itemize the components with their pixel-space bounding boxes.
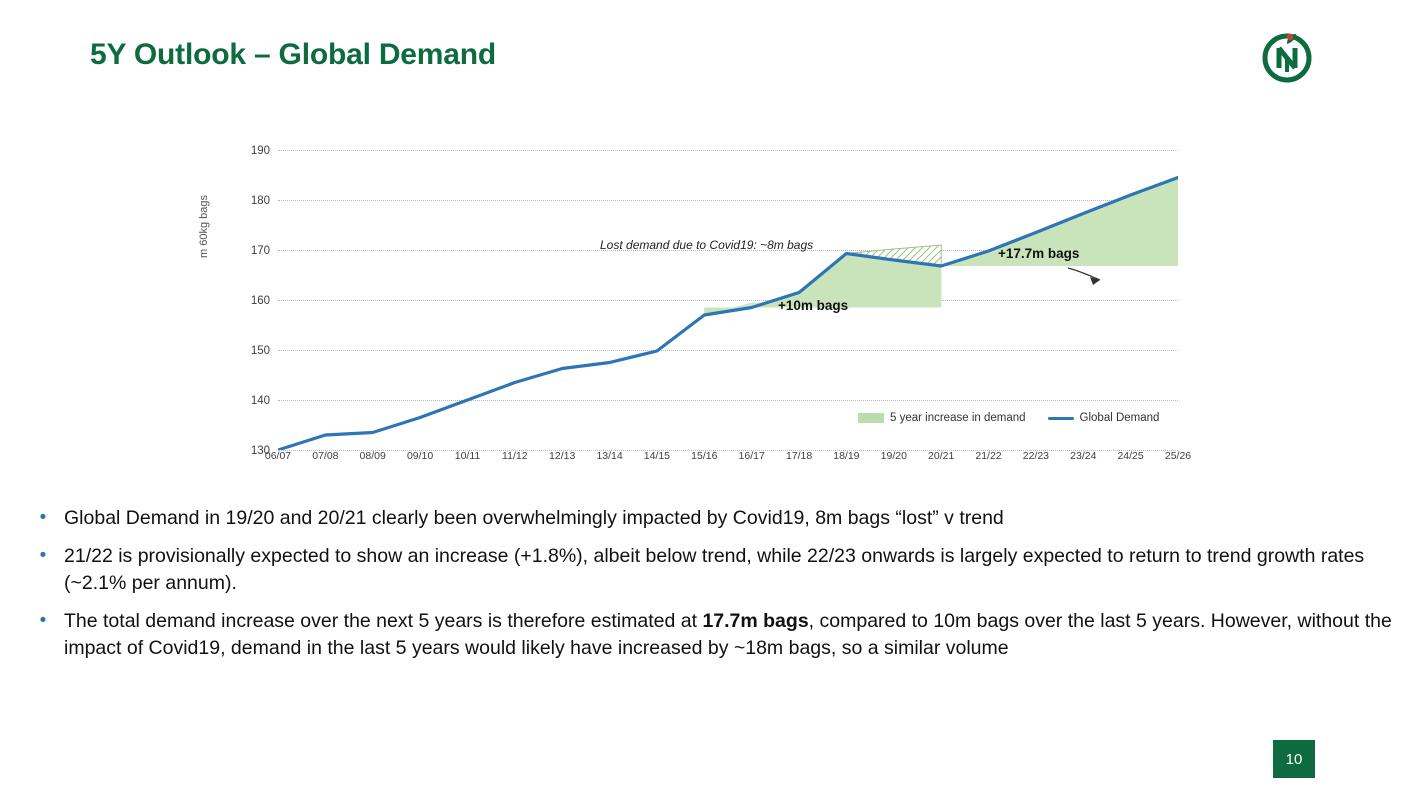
- bullet-dot-icon: •: [39, 545, 47, 566]
- demand-chart: [200, 140, 1190, 480]
- x-tick-label: 08/09: [359, 450, 386, 462]
- y-tick-label: 180: [250, 195, 270, 207]
- band-label-past: +10m bags: [778, 298, 849, 313]
- page-title: 5Y Outlook – Global Demand: [90, 38, 496, 71]
- x-tick-label: 12/13: [549, 450, 576, 462]
- x-tick-label: 15/16: [691, 450, 718, 462]
- bullet-dot-icon: •: [39, 610, 47, 631]
- legend-item-line: [1048, 412, 1160, 424]
- y-tick-label: 190: [250, 145, 270, 157]
- band-label-future: +17.7m bags: [998, 246, 1080, 261]
- callout-arrow: [1068, 268, 1100, 280]
- x-tick-label: 10/11: [454, 450, 481, 462]
- x-tick-label: 16/17: [738, 450, 765, 462]
- legend-swatch-line-icon: [1048, 417, 1074, 420]
- bullet-list: [22, 505, 1392, 673]
- y-tick-label: 160: [250, 295, 270, 307]
- list-item: [22, 608, 1392, 662]
- y-tick-label: 140: [250, 395, 270, 407]
- global-demand-line: [278, 178, 1178, 451]
- y-axis-title: m 60kg bags: [198, 195, 210, 258]
- legend-label-area: 5 year increase in demand: [890, 412, 1026, 424]
- x-tick-label: 17/18: [785, 450, 813, 462]
- x-axis: [264, 450, 1192, 470]
- nkg-leaf-logo: [1259, 28, 1315, 84]
- chart-legend: [858, 412, 1173, 424]
- page-number-badge: 10: [1273, 740, 1315, 778]
- bullet-text: Global Demand in 19/20 and 20/21 clearly been overwhelmingly impacted by Covid19, 8m bags “lost” v trend: [64, 507, 1004, 529]
- x-tick-label: 21/22: [975, 450, 1002, 462]
- x-tick-label: 22/23: [1022, 450, 1050, 462]
- x-tick-label: 24/25: [1117, 450, 1144, 462]
- bullet-text: 21/22 is provisionally expected to show an increase (+1.8%), albeit below trend, while 22/23 onwards is largely expected to return to trend growth rates (~2.1% per annum).: [64, 545, 1365, 594]
- x-tick-label: 09/10: [406, 450, 434, 462]
- x-tick-label: 13/14: [596, 450, 623, 462]
- x-tick-label: 23/24: [1070, 450, 1097, 462]
- bullet-dot-icon: •: [39, 507, 47, 528]
- x-tick-label: 20/21: [928, 450, 955, 462]
- list-item: [22, 505, 1392, 532]
- legend-swatch-area-icon: [858, 413, 884, 423]
- x-tick-label: 06/07: [264, 450, 292, 462]
- legend-item-area: [858, 412, 1026, 424]
- annotation-lost-demand: Lost demand due to Covid19: ~8m bags: [600, 238, 814, 252]
- list-item: [22, 543, 1392, 597]
- bullet-text: The total demand increase over the next 5 years is therefore estimated at 17.7m bags, compared to 10m bags over the last 5 years. However, without the impact of Covid19, demand in the last 5 years would likely have increased by ~18m bags, so a similar volume: [64, 610, 1392, 659]
- y-tick-label: 130: [250, 445, 270, 457]
- y-tick-label: 150: [250, 345, 270, 357]
- x-tick-label: 07/08: [312, 450, 339, 462]
- chart-svg: [278, 150, 1178, 450]
- y-tick-label: 170: [250, 245, 270, 257]
- x-tick-label: 11/12: [502, 450, 528, 462]
- x-tick-label: 14/15: [643, 450, 671, 462]
- legend-label-line: Global Demand: [1079, 412, 1160, 424]
- x-tick-label: 18/19: [833, 450, 860, 462]
- x-tick-label: 19/20: [880, 450, 907, 462]
- x-tick-label: 25/26: [1164, 450, 1192, 462]
